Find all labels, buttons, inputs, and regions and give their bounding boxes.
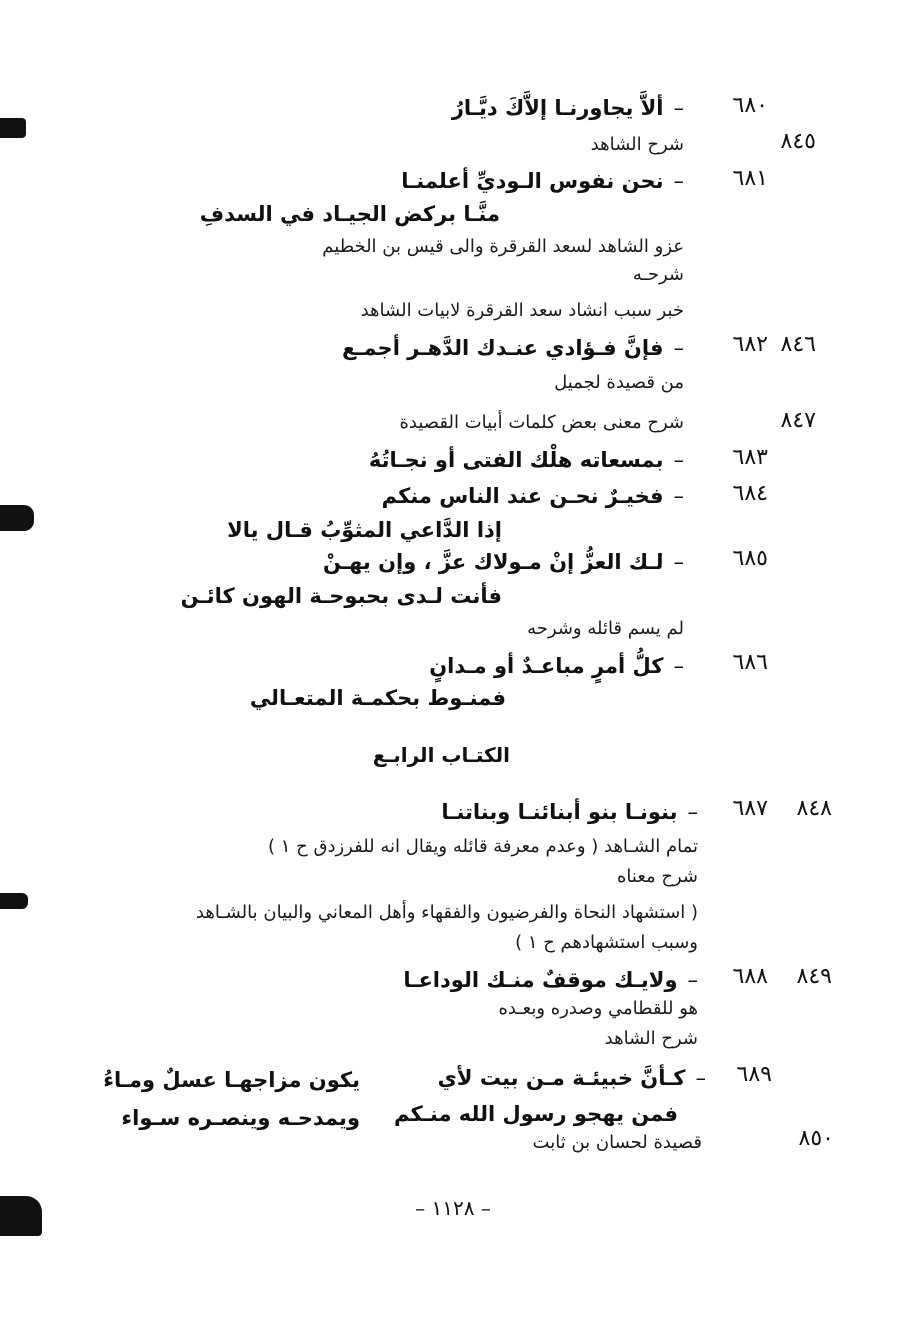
verse-line: –فإنَّ فـؤادي عنـدك الدَّهـر أجمـع [341,336,684,360]
dash: – [673,96,684,120]
verse-hemistich-left: ويمدحـه وينصـره سـواء [121,1106,360,1130]
scan-mark-3 [0,893,28,909]
commentary-line: شرح معناه [616,866,698,887]
verse-line: –لـك العزُّ إنْ مـولاك عزَّ ، وإن يهـنْ [322,550,684,574]
verse-hemistich-right: فمن يهجو رسول الله منـكم [394,1102,678,1126]
dash: – [673,654,684,678]
verse-line: –بنونـا بنو أبنائنـا وبناتنـا [441,800,698,824]
commentary-line: شرح معنى بعض كلمات أبيات القصيدة [399,412,684,433]
commentary-line: عزو الشاهد لسعد القرقرة والى قيس بن الخطيم [322,236,684,257]
entry-number: ٦٨٨ [732,964,768,989]
commentary-line: من قصيدة لجميل [554,372,684,393]
verse-line: إذا الدَّاعي المثوِّبُ قـال يالا [227,518,502,542]
dash: – [673,169,684,193]
verse-line: فمنـوط بحكمـة المتعـالي [249,686,506,710]
commentary-line: هو للقطامي وصدره وبعـده [498,998,698,1019]
entry-number: ٦٨٣ [732,445,768,470]
verse-line: فأنت لـدى بحبوحـة الهون كائـن [180,584,502,608]
commentary-line: شرحـه [632,264,684,285]
dash: – [695,1066,706,1090]
dash: – [687,968,698,992]
verse-hemistich-right: –كـأنَّ خبيئـة مـن بيت لأي [437,1066,706,1090]
scan-mark-2 [0,505,34,531]
dash: – [673,448,684,472]
verse-line: –بمسعاته هلْك الفتى أو نجـاتُهُ [368,448,684,472]
margin-number: ٨٤٨ [796,796,832,821]
verse-line: –ولايـك موقفٌ منـك الوداعـا [403,968,698,992]
margin-number: ٨٥٠ [798,1126,834,1151]
entry-number: ٦٨٠ [732,93,768,118]
entry-number: ٦٨٦ [732,650,768,675]
verse-line: –ألاَّ يجاورنـا إلاَّكَ ديَّـارُ [451,96,684,120]
dash: – [673,550,684,574]
commentary-line: لم يسم قائله وشرحه [527,618,684,639]
commentary-line: تمام الشـاهد ( وعدم معرفة قائله ويقال انه للفرزدق ح ١ ) [268,836,698,857]
dash: – [673,484,684,508]
section-heading: الكتـاب الرابـع [372,743,510,767]
verse-line: منَّـا بركض الجيـاد في السدفِ [199,202,500,226]
entry-number: ٦٨٩ [736,1062,772,1087]
commentary-line: شرح الشاهد [590,134,684,155]
commentary-line: ( استشهاد النحاة والفرضيون والفقهاء وأهل المعاني والبيان بالشـاهد [195,902,698,923]
entry-number: ٦٨٢ [732,332,768,357]
commentary-line: شرح الشاهد [604,1028,698,1049]
entry-number: ٦٨١ [732,166,768,191]
commentary-line: قصيدة لحسان بن ثابت [532,1132,702,1153]
verse-hemistich-left: يكون مزاجهـا عسلٌ ومـاءُ [103,1068,360,1092]
commentary-line: خبر سبب انشاد سعد القرقرة لابيات الشاهد [360,300,684,321]
margin-number: ٨٤٦ [780,332,816,357]
entry-number: ٦٨٥ [732,546,768,571]
verse-line: –نحن نفوس الـوديِّ أعلمنـا [401,169,684,193]
verse-line: –كلُّ أمرٍ مباعـدٌ أو مـدانٍ [429,654,684,678]
dash: – [673,336,684,360]
margin-number: ٨٤٩ [796,964,832,989]
margin-number: ٨٤٧ [780,408,816,433]
scan-mark-1 [0,118,26,138]
commentary-line: وسبب استشهادهم ح ١ ) [515,932,698,953]
page-number: – ١١٢٨ – [415,1196,491,1220]
entry-number: ٦٨٤ [732,481,768,506]
margin-number: ٨٤٥ [780,129,816,154]
verse-line: –فخيـرٌ نحـن عند الناس منكم [381,484,684,508]
entry-number: ٦٨٧ [732,796,768,821]
dash: – [687,800,698,824]
